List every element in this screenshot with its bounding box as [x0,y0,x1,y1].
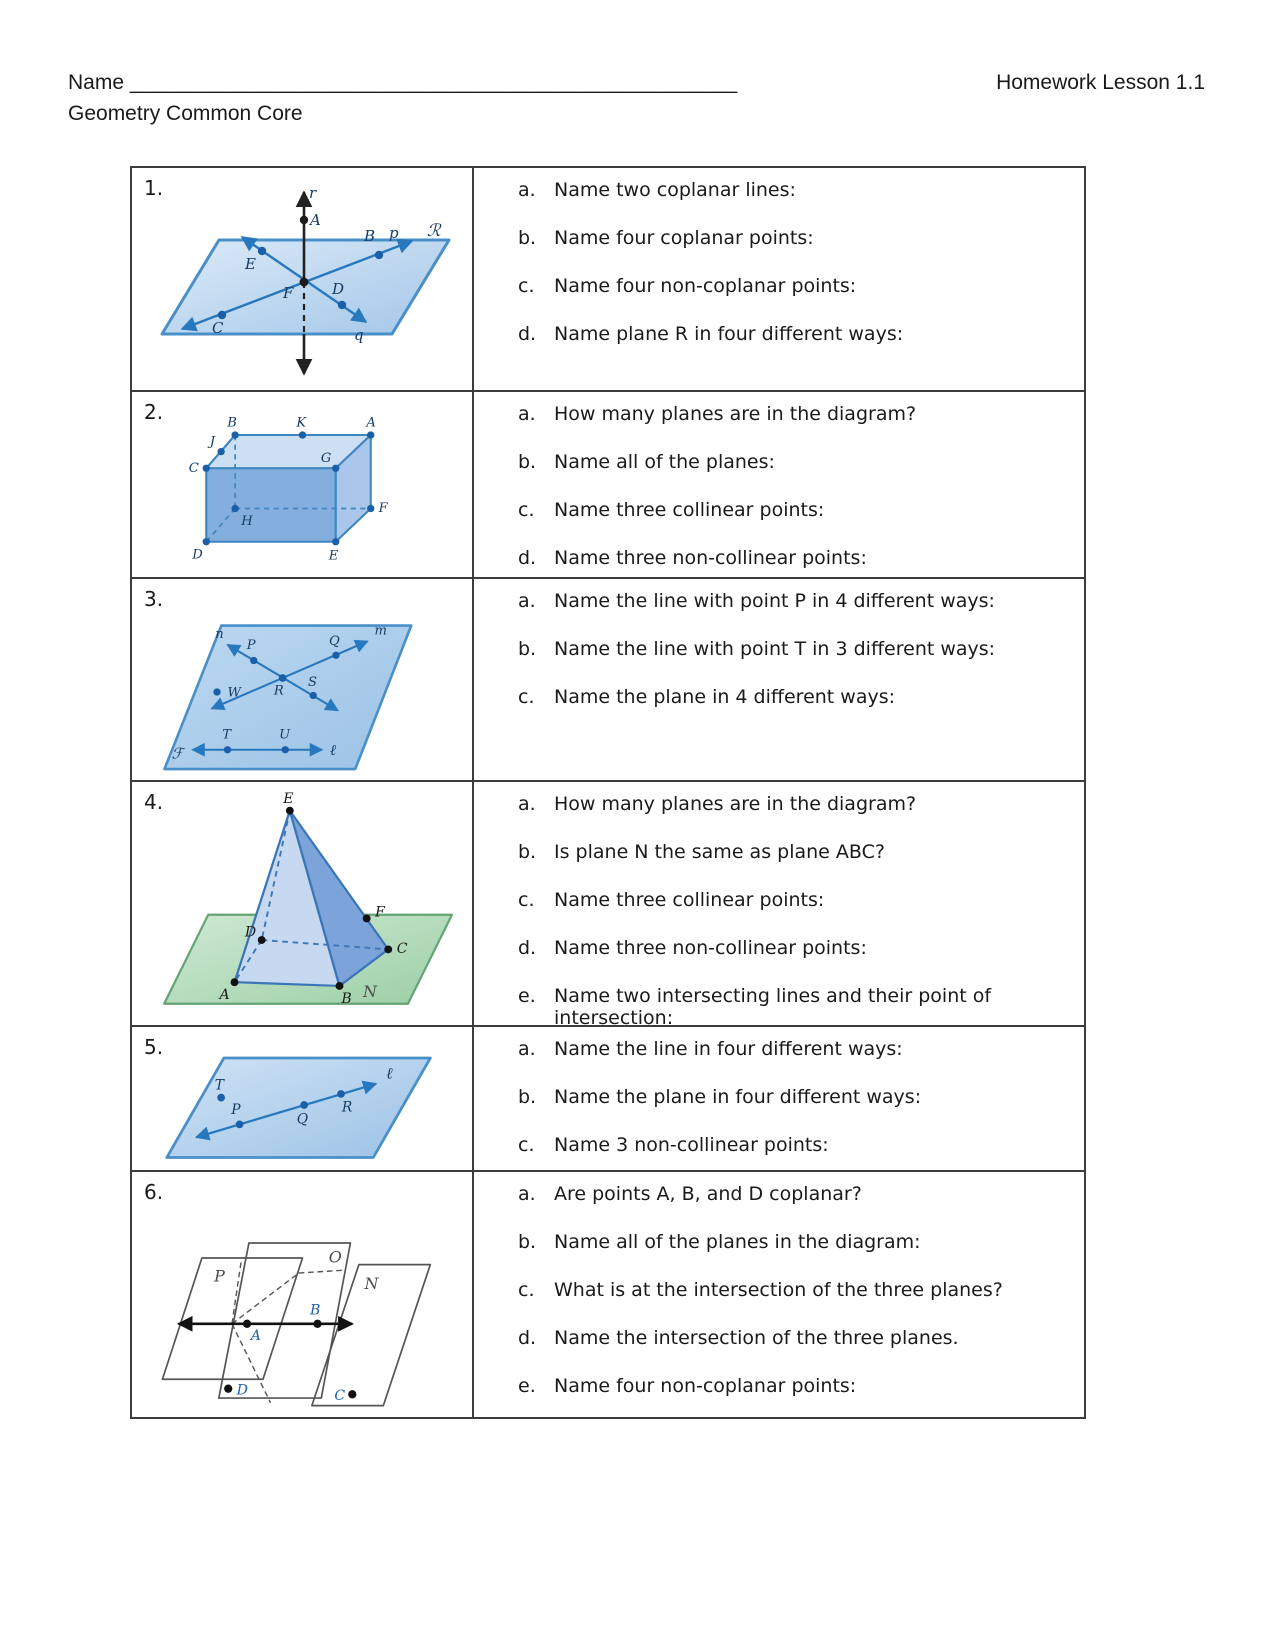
point-Q [332,652,339,659]
question-text: Name all of the planes in the diagram: [554,1231,921,1253]
question-letter: c. [518,1279,535,1301]
label-T: T [214,1077,224,1094]
problem-2-diagram [152,400,432,575]
point-T [217,1094,225,1102]
point-E [286,807,294,815]
question-letter: a. [518,179,536,201]
point-B [336,982,344,990]
label-T: T [222,727,231,743]
question-4e [518,985,1076,1029]
question-text: Is plane N the same as plane ABC? [554,841,885,863]
label-B: B [341,990,352,1007]
point-C [203,465,210,472]
problem-row-3 [132,577,1084,780]
label-E: E [328,548,339,564]
point-E [332,538,339,545]
problem-2-number: 2. [144,400,164,424]
question-5a [518,1038,1076,1060]
label-J: J [209,434,216,450]
label-B: B [227,415,237,431]
question-4a [518,793,1076,815]
question-letter: d. [518,547,537,569]
question-letter: c. [518,686,535,708]
label-D: D [192,547,203,563]
question-letter: c. [518,889,535,911]
question-text: Name 3 non-collinear points: [554,1134,829,1156]
problem-4-diagram [147,790,457,1015]
problem-1-diagram-cell [132,168,474,390]
point-D [203,538,210,545]
question-1a [518,179,1076,201]
label-line-l: ℓ [329,741,337,759]
question-letter: e. [518,985,536,1007]
question-4d [518,937,1076,959]
label-D: D [332,280,345,298]
label-Q: Q [296,1111,309,1128]
label-B: B [310,1302,321,1319]
header [68,70,1205,96]
label-U: U [279,727,291,743]
point-E [258,247,266,255]
problem-row-5 [132,1025,1084,1170]
point-F [367,505,374,512]
point-D [224,1385,232,1393]
problem-3-diagram-cell [132,579,474,780]
point-C [384,945,392,953]
question-4c [518,889,1076,911]
point-W [213,688,220,695]
point-J [217,448,224,455]
problem-6-diagram-cell [132,1172,474,1417]
label-plane-R: ℛ [427,221,441,241]
problem-row-4 [132,780,1084,1029]
point-G [332,465,339,472]
question-letter: c. [518,1134,535,1156]
question-text: Are points A, B, and D coplanar? [554,1183,862,1205]
question-letter: b. [518,1231,537,1253]
question-text: Name all of the planes: [554,451,775,473]
point-R [279,674,287,682]
question-text: Name three collinear points: [554,889,825,911]
label-K: K [296,415,307,431]
problem-row-2 [132,390,1084,577]
label-C: C [334,1387,346,1404]
point-C [218,311,226,319]
label-F: F [283,284,294,302]
question-text: What is at the intersection of the three planes? [554,1279,1003,1301]
question-text: How many planes are in the diagram? [554,403,917,425]
question-text: Name the plane in four different ways: [554,1086,922,1108]
problem-row-1 [132,168,1084,390]
point-C [348,1390,356,1398]
question-text: Name three non-collinear points: [554,547,867,569]
label-n: n [215,626,224,642]
label-D: D [236,1382,248,1399]
label-R: R [273,683,284,699]
label-r: r [309,184,317,202]
label-plane-N: N [362,982,377,1002]
homework-title: Homework Lesson 1.1 [996,71,1205,94]
question-6b [518,1231,1076,1253]
problem-1-diagram [144,182,464,382]
label-plane-N: N [364,1274,379,1294]
question-2a [518,403,1076,425]
question-letter: a. [518,793,536,815]
question-text: Name four non-coplanar points: [554,1375,857,1397]
label-C: C [212,319,224,337]
question-text: Name the intersection of the three planes. [554,1327,959,1349]
question-letter: a. [518,403,536,425]
question-text: Name two intersecting lines and their point of intersection: [554,985,992,1029]
point-B [375,251,383,259]
question-1c [518,275,1076,297]
problem-5-diagram-cell [132,1027,474,1170]
problem-6-questions [474,1172,1084,1417]
label-G: G [320,451,332,467]
label-B: B [364,227,376,245]
point-A [243,1320,251,1328]
problem-5-diagram [152,1045,447,1165]
point-D [338,301,346,309]
label-D: D [244,924,257,941]
point-T [224,746,231,753]
problem-4-number: 4. [144,790,164,814]
label-Q: Q [329,633,340,649]
label-S: S [308,674,317,690]
problem-5-number: 5. [144,1035,164,1059]
question-text: Name three collinear points: [554,499,825,521]
point-P [250,657,257,664]
label-R: R [341,1099,353,1116]
question-letter: b. [518,451,537,473]
question-letter: b. [518,841,537,863]
question-2b [518,451,1076,473]
question-3b [518,638,1076,660]
box-front-face [206,468,336,542]
problem-2-diagram-cell [132,392,474,577]
point-D [258,936,266,944]
question-letter: e. [518,1375,536,1397]
problem-4-questions [474,782,1084,1029]
problem-1-number: 1. [144,176,164,200]
label-W: W [227,685,241,701]
label-P: P [231,1102,241,1119]
question-letter: a. [518,1038,536,1060]
label-E: E [245,255,256,273]
point-R [337,1090,345,1098]
question-letter: c. [518,499,535,521]
point-P [236,1120,244,1128]
question-text: Name two coplanar lines: [554,179,796,201]
point-A [231,978,239,986]
problem-4-diagram-cell [132,782,474,1025]
hidden-edge-2 [299,1270,343,1273]
point-A [367,431,374,438]
question-text: Name four non-coplanar points: [554,275,857,297]
label-plane-F: ℱ [171,744,184,763]
label-H: H [241,514,253,530]
question-3a [518,590,1076,612]
point-A [300,216,308,224]
question-text: Name four coplanar points: [554,227,814,249]
point-F [300,278,309,287]
question-6a [518,1183,1076,1205]
problem-6-number: 6. [144,1180,164,1204]
course-title: Geometry Common Core [68,102,303,125]
problem-row-6 [132,1170,1084,1417]
point-Q [300,1101,308,1109]
question-5b [518,1086,1076,1108]
label-E: E [283,791,294,808]
problem-3-number: 3. [144,587,164,611]
question-text: Name the plane in 4 different ways: [554,686,896,708]
point-U [282,746,289,753]
label-plane-O: O [328,1247,342,1267]
question-text: How many planes are in the diagram? [554,793,917,815]
question-6d [518,1327,1076,1349]
question-6c [518,1279,1076,1301]
label-C: C [396,941,408,958]
question-text: Name plane R in four different ways: [554,323,904,345]
question-2d [518,547,1076,569]
question-text: Name three non-collinear points: [554,937,867,959]
label-plane-P: P [214,1266,225,1286]
question-text: Name the line in four different ways: [554,1038,903,1060]
question-2c [518,499,1076,521]
point-H [231,505,238,512]
name-line [68,70,737,96]
label-p: p [389,224,399,242]
question-text: Name the line with point P in 4 different ways: [554,590,995,612]
label-A: A [310,211,321,229]
question-1b [518,227,1076,249]
problem-3-questions [474,579,1084,780]
point-S [310,692,317,699]
question-5c [518,1134,1076,1156]
label-F: F [378,501,388,516]
name-blank: ____________________________________________________ [129,71,738,94]
label-q: q [354,326,364,344]
name-label: Name [68,71,125,94]
question-letter: c. [518,275,535,297]
label-A: A [219,987,230,1004]
question-letter: b. [518,227,537,249]
question-letter: d. [518,937,537,959]
problem-1-questions [474,168,1084,390]
question-text: Name the line with point T in 3 different ways: [554,638,996,660]
question-1d [518,323,1076,345]
problem-6-diagram [150,1180,470,1415]
question-letter: a. [518,590,536,612]
question-letter: b. [518,1086,537,1108]
question-6e [518,1375,1076,1397]
problem-2-questions [474,392,1084,577]
question-letter: d. [518,323,537,345]
problem-5-questions [474,1027,1084,1170]
label-m: m [374,623,387,639]
point-B [313,1320,321,1328]
point-B [231,431,238,438]
question-letter: b. [518,638,537,660]
point-F [363,915,371,923]
problem-3-diagram [147,601,427,776]
problems-table [130,166,1086,1419]
point-K [299,431,306,438]
label-P: P [246,638,256,654]
question-letter: a. [518,1183,536,1205]
label-A: A [250,1327,261,1344]
question-letter: d. [518,1327,537,1349]
label-line-l: ℓ [386,1063,393,1083]
label-F: F [375,904,385,921]
label-C: C [188,460,199,476]
question-3c [518,686,1076,708]
question-4b [518,841,1076,863]
label-A: A [366,415,376,431]
